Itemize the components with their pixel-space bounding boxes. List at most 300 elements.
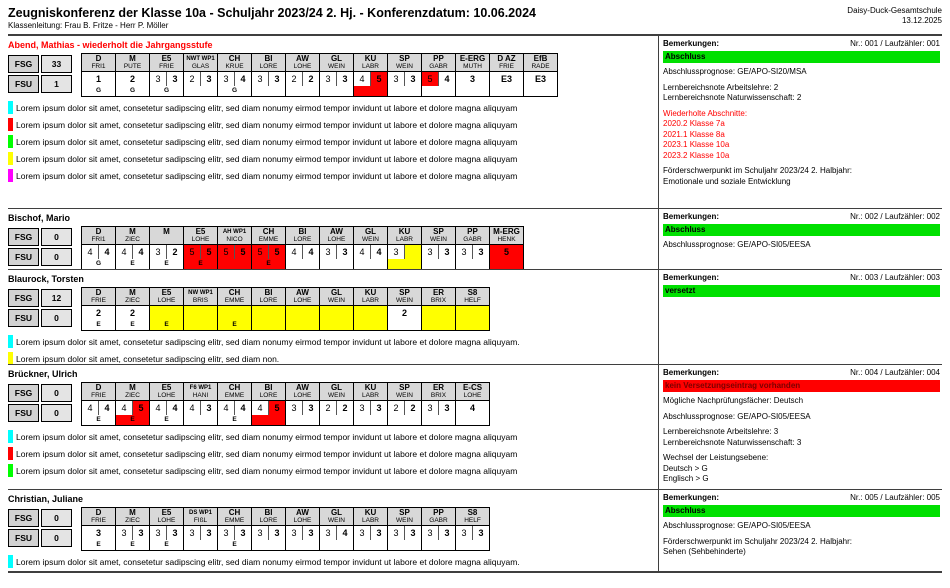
subject-header bbox=[116, 288, 150, 306]
remark-line: Wechsel der Leistungsebene: bbox=[663, 453, 769, 462]
remark-paragraph bbox=[663, 166, 940, 187]
level-letter: E bbox=[232, 416, 237, 423]
grade-value-new: 3 bbox=[274, 74, 280, 84]
grade-values bbox=[286, 72, 319, 86]
grade-value: 2 bbox=[129, 308, 135, 318]
grade-value bbox=[320, 306, 353, 320]
points-row bbox=[8, 404, 72, 422]
grade-value-new: 3 bbox=[172, 74, 178, 84]
comment-text: Lorem ipsum dolor sit amet, consetetur sadipscing elitr, sed diam nonumy eirmod tempor invidunt ut labore et dolore magna aliquyam bbox=[16, 448, 518, 459]
subject-header-row bbox=[82, 54, 558, 72]
grade-cell bbox=[286, 245, 320, 270]
subject-abbr: SP bbox=[433, 227, 444, 236]
level-letter bbox=[456, 320, 489, 330]
subject-header bbox=[320, 508, 354, 526]
grade-cell bbox=[252, 306, 286, 331]
grade-values bbox=[252, 245, 285, 259]
subject-teacher: WEIN bbox=[328, 392, 345, 399]
grade-values bbox=[150, 72, 183, 86]
subject-teacher: LOHE bbox=[157, 392, 176, 399]
grade-value-new: 3 bbox=[308, 528, 314, 538]
subject-teacher: LORE bbox=[259, 517, 278, 524]
grade-cell bbox=[116, 401, 150, 426]
level-letter: E bbox=[252, 259, 285, 269]
subject-abbr: E5 bbox=[161, 288, 172, 297]
grade-values bbox=[184, 401, 217, 415]
remarks-panel bbox=[658, 209, 942, 269]
grade-value: E3 bbox=[534, 74, 546, 84]
subject-abbr: GL bbox=[330, 383, 343, 392]
subject-header bbox=[218, 508, 252, 526]
subject-abbr: E-CS bbox=[462, 383, 483, 392]
level-letter bbox=[388, 86, 421, 96]
subject-teacher: HANI bbox=[192, 392, 209, 399]
remark-paragraph bbox=[663, 412, 940, 423]
subject-header bbox=[388, 508, 422, 526]
subject-abbr: ER bbox=[432, 288, 445, 297]
grade-values bbox=[388, 72, 421, 86]
remark-paragraph bbox=[663, 109, 940, 162]
grade-value bbox=[218, 306, 251, 320]
points-row bbox=[8, 509, 72, 527]
points-label: FSU bbox=[8, 309, 39, 327]
grade-cell bbox=[388, 245, 422, 270]
subject-abbr: GL bbox=[364, 227, 377, 236]
comment-text: Lorem ipsum dolor sit amet, consetetur sadipscing elitr, sed diam non. bbox=[16, 353, 280, 364]
grade-value-new bbox=[405, 245, 421, 259]
subject-header bbox=[82, 54, 116, 72]
grade-cell bbox=[82, 245, 116, 270]
comment-text: Lorem ipsum dolor sit amet, consetetur sadipscing elitr, sed diam nonumy eirmod tempor invidunt ut labore et dolore magna aliquyam bbox=[16, 431, 518, 442]
grade-cell bbox=[354, 401, 388, 426]
grade-cell bbox=[218, 245, 252, 270]
grade-value-new: 3 bbox=[478, 247, 484, 257]
student-block bbox=[8, 364, 942, 489]
grade-values bbox=[116, 526, 149, 540]
grade-value-new: 4 bbox=[172, 403, 178, 413]
grade-cell bbox=[116, 526, 150, 551]
subject-abbr: GL bbox=[330, 288, 343, 297]
grade-value-new: 2 bbox=[308, 74, 314, 84]
remarks-label: Bemerkungen: bbox=[663, 273, 720, 282]
level-letter: E bbox=[96, 321, 101, 328]
student-name: Brückner, Ulrich bbox=[8, 369, 78, 379]
grade-value-old: 5 bbox=[422, 72, 439, 86]
subject-header-row bbox=[82, 227, 524, 245]
grade-cell bbox=[286, 526, 320, 551]
points-table bbox=[8, 287, 74, 329]
grade-value-new: 2 bbox=[342, 403, 348, 413]
grade-value-old: 3 bbox=[320, 72, 337, 86]
remarks-panel bbox=[658, 365, 942, 489]
level-letter bbox=[320, 540, 353, 550]
grade-table bbox=[81, 53, 558, 97]
grade-value-new: 3 bbox=[240, 528, 246, 538]
grade-value-old: 4 bbox=[82, 401, 99, 415]
comment-line bbox=[8, 447, 658, 460]
grade-cell bbox=[388, 306, 422, 331]
remark-paragraph bbox=[663, 427, 940, 448]
grade-cell bbox=[116, 245, 150, 270]
comment-line bbox=[8, 118, 658, 131]
subject-teacher: LOHE bbox=[191, 236, 210, 243]
subject-abbr: D bbox=[95, 227, 102, 236]
subject-teacher: LABR bbox=[362, 63, 379, 70]
subject-teacher: WEIN bbox=[396, 297, 413, 304]
subject-teacher: WEIN bbox=[328, 297, 345, 304]
level-letter bbox=[456, 86, 489, 96]
subject-teacher: LORE bbox=[293, 236, 312, 243]
grade-value: 3 bbox=[469, 74, 475, 84]
subject-abbr: SP bbox=[399, 288, 410, 297]
grade-cell bbox=[82, 401, 116, 426]
level-letter: G bbox=[95, 87, 102, 94]
grade-values bbox=[252, 72, 285, 86]
points-table bbox=[8, 382, 74, 424]
grade-value: E3 bbox=[500, 74, 512, 84]
subject-header bbox=[524, 54, 558, 72]
grade-cell bbox=[218, 401, 252, 426]
grade-tables bbox=[8, 226, 658, 269]
grade-cell bbox=[456, 306, 490, 331]
level-letter: E bbox=[96, 541, 101, 548]
grade-cell bbox=[456, 401, 490, 426]
grade-value-new: 3 bbox=[478, 528, 484, 538]
level-letter bbox=[320, 259, 353, 269]
remarks-counter: Nr.: 005 / Laufzähler: 005 bbox=[850, 493, 940, 502]
level-letter bbox=[320, 320, 353, 330]
remark-paragraph bbox=[663, 537, 940, 558]
subject-header bbox=[456, 227, 490, 245]
subject-abbr: AW bbox=[296, 288, 309, 297]
subject-abbr: BI bbox=[264, 54, 273, 63]
level-letter bbox=[422, 320, 455, 330]
subject-abbr: DS WP1 bbox=[188, 510, 212, 516]
subject-teacher: GABR bbox=[429, 517, 448, 524]
subject-header bbox=[422, 227, 456, 245]
comment-marker-icon bbox=[8, 555, 13, 568]
subject-header bbox=[218, 54, 252, 72]
grade-values bbox=[82, 72, 115, 86]
grade-value-old: 3 bbox=[286, 526, 303, 540]
subject-abbr: D bbox=[95, 508, 102, 517]
points-label: FSG bbox=[8, 384, 39, 402]
remarks-counter: Nr.: 003 / Laufzähler: 003 bbox=[850, 273, 940, 282]
remark-paragraph bbox=[663, 396, 940, 407]
grade-values bbox=[218, 401, 251, 415]
grade-values bbox=[422, 306, 455, 320]
grade-value-new: 4 bbox=[240, 403, 246, 413]
grade-value-old: 4 bbox=[252, 401, 269, 415]
remarks-label: Bemerkungen: bbox=[663, 39, 720, 48]
level-letter bbox=[354, 540, 387, 550]
subject-header-row bbox=[82, 508, 490, 526]
remarks-counter: Nr.: 004 / Laufzähler: 004 bbox=[850, 368, 940, 377]
grade-cell bbox=[422, 526, 456, 551]
subject-header bbox=[184, 288, 218, 306]
grade-value-old: 3 bbox=[422, 526, 439, 540]
subject-header bbox=[456, 383, 490, 401]
level-letter bbox=[184, 540, 217, 550]
level-letter bbox=[456, 540, 489, 550]
level-letter bbox=[320, 415, 353, 425]
grade-values bbox=[82, 245, 115, 259]
comment-line bbox=[8, 169, 658, 182]
grade-cell bbox=[286, 72, 320, 97]
points-row bbox=[8, 248, 72, 266]
level-letter bbox=[524, 86, 557, 96]
subject-header bbox=[354, 383, 388, 401]
subject-abbr: M bbox=[129, 383, 136, 392]
level-letter bbox=[388, 415, 421, 425]
points-label: FSG bbox=[8, 289, 39, 307]
print-date: 13.12.2025 bbox=[901, 16, 942, 25]
comment-text: Lorem ipsum dolor sit amet, consetetur sadipscing elitr, sed diam nonumy eirmod tempor invidunt ut labore et dolore magna aliquyam bbox=[16, 119, 518, 130]
grade-values bbox=[456, 245, 489, 259]
grade-cell bbox=[320, 526, 354, 551]
grade-value-new: 5 bbox=[269, 401, 285, 415]
grade-cell bbox=[456, 245, 490, 270]
grade-cell bbox=[150, 526, 184, 551]
points-row bbox=[8, 529, 72, 547]
subject-header bbox=[320, 383, 354, 401]
grade-value-old: 4 bbox=[218, 401, 235, 415]
grade-cell bbox=[388, 72, 422, 97]
points-value: 33 bbox=[41, 55, 72, 73]
subject-teacher: LOHE bbox=[293, 297, 312, 304]
subject-abbr: PP bbox=[433, 54, 444, 63]
level-letter bbox=[490, 86, 523, 96]
points-table bbox=[8, 53, 74, 95]
remarks-header bbox=[663, 212, 940, 222]
status-badge: kein Versetzungseintrag vorhanden bbox=[663, 380, 940, 392]
subject-header bbox=[150, 383, 184, 401]
subject-teacher: FRI1 bbox=[91, 236, 106, 243]
subject-header bbox=[252, 508, 286, 526]
level-letter bbox=[388, 259, 421, 269]
subject-teacher: WEIN bbox=[430, 236, 447, 243]
class-teacher-line: Klassenleitung: Frau B. Fritze - Herr P. Möller bbox=[8, 21, 169, 30]
subject-teacher: LOHE bbox=[293, 517, 312, 524]
comment-line bbox=[8, 335, 658, 348]
subject-abbr: E5 bbox=[161, 383, 172, 392]
grade-cell bbox=[354, 72, 388, 97]
grade-value-new: 5 bbox=[371, 72, 387, 86]
comment-line bbox=[8, 135, 658, 148]
student-main bbox=[8, 209, 658, 269]
grade-row bbox=[82, 72, 558, 97]
subject-teacher: LABR bbox=[362, 297, 379, 304]
grade-values bbox=[286, 401, 319, 415]
subject-abbr: KU bbox=[364, 54, 377, 63]
subject-abbr: CH bbox=[228, 383, 241, 392]
remarks-header bbox=[663, 39, 940, 49]
grade-cell bbox=[524, 72, 558, 97]
grade-values bbox=[388, 306, 421, 320]
subject-header bbox=[286, 508, 320, 526]
subject-header bbox=[388, 383, 422, 401]
comment-line bbox=[8, 352, 658, 364]
grade-cell bbox=[184, 306, 218, 331]
student-main bbox=[8, 36, 658, 208]
subject-header bbox=[82, 383, 116, 401]
remark-line: 2021.1 Klasse 8a bbox=[663, 129, 725, 139]
subject-abbr: D bbox=[95, 383, 102, 392]
subject-abbr: AW bbox=[296, 54, 309, 63]
remarks-counter: Nr.: 002 / Laufzähler: 002 bbox=[850, 212, 940, 221]
level-letter: E bbox=[130, 260, 135, 267]
grade-value bbox=[150, 306, 183, 320]
student-main bbox=[8, 365, 658, 489]
grade-value-old: 5 bbox=[252, 245, 269, 259]
grade-values bbox=[388, 526, 421, 540]
grade-tables bbox=[8, 53, 658, 97]
grade-cell bbox=[116, 306, 150, 331]
grade-value bbox=[422, 306, 455, 320]
grade-value-new: 5 bbox=[269, 245, 285, 259]
subject-teacher: LORE bbox=[259, 297, 278, 304]
subject-header bbox=[82, 288, 116, 306]
subject-header bbox=[354, 54, 388, 72]
points-table bbox=[8, 226, 74, 268]
subject-abbr: M bbox=[129, 227, 136, 236]
student-name: Blaurock, Torsten bbox=[8, 274, 84, 284]
subject-abbr: E5 bbox=[161, 54, 172, 63]
subject-teacher: ZIEC bbox=[125, 297, 140, 304]
comment-marker-icon bbox=[8, 118, 13, 131]
level-letter bbox=[456, 259, 489, 269]
subject-header bbox=[286, 383, 320, 401]
header-left bbox=[8, 6, 536, 31]
remark-line: Förderschwerpunkt im Schuljahr 2023/24 2. Halbjahr: bbox=[663, 166, 852, 175]
subject-header bbox=[286, 227, 320, 245]
student-main bbox=[8, 270, 658, 364]
grade-cell bbox=[320, 401, 354, 426]
grade-cell bbox=[184, 401, 218, 426]
subject-teacher: FIßL bbox=[193, 517, 208, 524]
grade-values bbox=[354, 526, 387, 540]
remark-paragraph bbox=[663, 521, 940, 532]
student-name: Christian, Juliane bbox=[8, 494, 84, 504]
grade-values bbox=[354, 401, 387, 415]
grade-cell bbox=[82, 306, 116, 331]
grade-cell bbox=[82, 72, 116, 97]
status-badge: Abschluss bbox=[663, 505, 940, 517]
level-letter bbox=[388, 540, 421, 550]
grade-value-old: 3 bbox=[184, 526, 201, 540]
subject-header bbox=[252, 227, 286, 245]
grade-value bbox=[252, 306, 285, 320]
subject-header bbox=[252, 383, 286, 401]
subject-teacher: LOHE bbox=[293, 63, 312, 70]
grade-value: 2 bbox=[129, 74, 135, 84]
subject-abbr: PP bbox=[433, 508, 444, 517]
subject-header bbox=[150, 227, 184, 245]
remark-line: Wiederholte Abschnitte: bbox=[663, 108, 748, 118]
grade-value bbox=[184, 306, 217, 320]
level-letter bbox=[286, 320, 319, 330]
grade-values bbox=[490, 245, 523, 259]
points-row bbox=[8, 75, 72, 93]
grade-tables bbox=[8, 382, 658, 426]
subject-header bbox=[456, 54, 490, 72]
subject-teacher: LABR bbox=[362, 517, 379, 524]
subject-abbr: M bbox=[129, 508, 136, 517]
grade-value bbox=[456, 306, 489, 320]
comment-line bbox=[8, 430, 658, 443]
subject-header bbox=[150, 508, 184, 526]
remark-line: Abschlussprognose: GE/APO-SI20/MSA bbox=[663, 67, 807, 76]
grade-value-new: 4 bbox=[104, 403, 110, 413]
remarks-counter: Nr.: 001 / Laufzähler: 001 bbox=[850, 39, 940, 48]
grade-cell bbox=[218, 306, 252, 331]
comment-line bbox=[8, 152, 658, 165]
grade-value-old: 3 bbox=[320, 245, 337, 259]
grade-value-new: 4 bbox=[444, 74, 450, 84]
grade-value-old: 4 bbox=[184, 401, 201, 415]
level-letter bbox=[320, 86, 353, 96]
subject-teacher: BRIX bbox=[430, 297, 447, 304]
grade-row bbox=[82, 401, 490, 426]
grade-value-old: 3 bbox=[218, 72, 235, 86]
remark-paragraph bbox=[663, 240, 940, 251]
points-row bbox=[8, 55, 72, 73]
level-letter bbox=[354, 259, 387, 269]
level-letter: G bbox=[95, 260, 102, 267]
subject-abbr: BI bbox=[264, 508, 273, 517]
grade-row bbox=[82, 306, 490, 331]
subject-teacher: LORE bbox=[259, 63, 278, 70]
grade-value-old: 3 bbox=[422, 401, 439, 415]
grade-values bbox=[524, 72, 557, 86]
points-row bbox=[8, 289, 72, 307]
grade-table bbox=[81, 226, 524, 269]
grade-values bbox=[490, 72, 523, 86]
level-letter bbox=[422, 86, 455, 96]
grade-values bbox=[150, 401, 183, 415]
subject-teacher: LOHE bbox=[327, 236, 346, 243]
remark-line: Emotionale und soziale Entwicklung bbox=[663, 176, 791, 186]
grade-value-old: 3 bbox=[150, 526, 167, 540]
grade-value-new: 5 bbox=[201, 245, 217, 259]
grade-value-new: 4 bbox=[376, 247, 382, 257]
comment-line bbox=[8, 464, 658, 477]
grade-values bbox=[354, 245, 387, 259]
points-value: 0 bbox=[41, 529, 72, 547]
grade-values bbox=[252, 526, 285, 540]
comment-marker-icon bbox=[8, 169, 13, 182]
subject-header bbox=[320, 288, 354, 306]
grade-value-new: 3 bbox=[206, 74, 212, 84]
grade-values bbox=[218, 72, 251, 86]
level-letter bbox=[422, 259, 455, 269]
subject-header bbox=[116, 508, 150, 526]
points-label: FSG bbox=[8, 55, 39, 73]
remark-line: Englisch > G bbox=[663, 474, 709, 483]
student-block bbox=[8, 208, 942, 269]
grade-value-new: 2 bbox=[410, 403, 416, 413]
subject-abbr: CH bbox=[228, 288, 241, 297]
header-right bbox=[847, 6, 942, 26]
subject-teacher: FRIE bbox=[159, 63, 174, 70]
grade-value-new: 3 bbox=[206, 528, 212, 538]
subject-header bbox=[150, 54, 184, 72]
grade-cell bbox=[354, 526, 388, 551]
level-letter bbox=[286, 86, 319, 96]
grade-values bbox=[388, 245, 421, 259]
points-label: FSU bbox=[8, 248, 39, 266]
level-letter bbox=[184, 86, 217, 96]
